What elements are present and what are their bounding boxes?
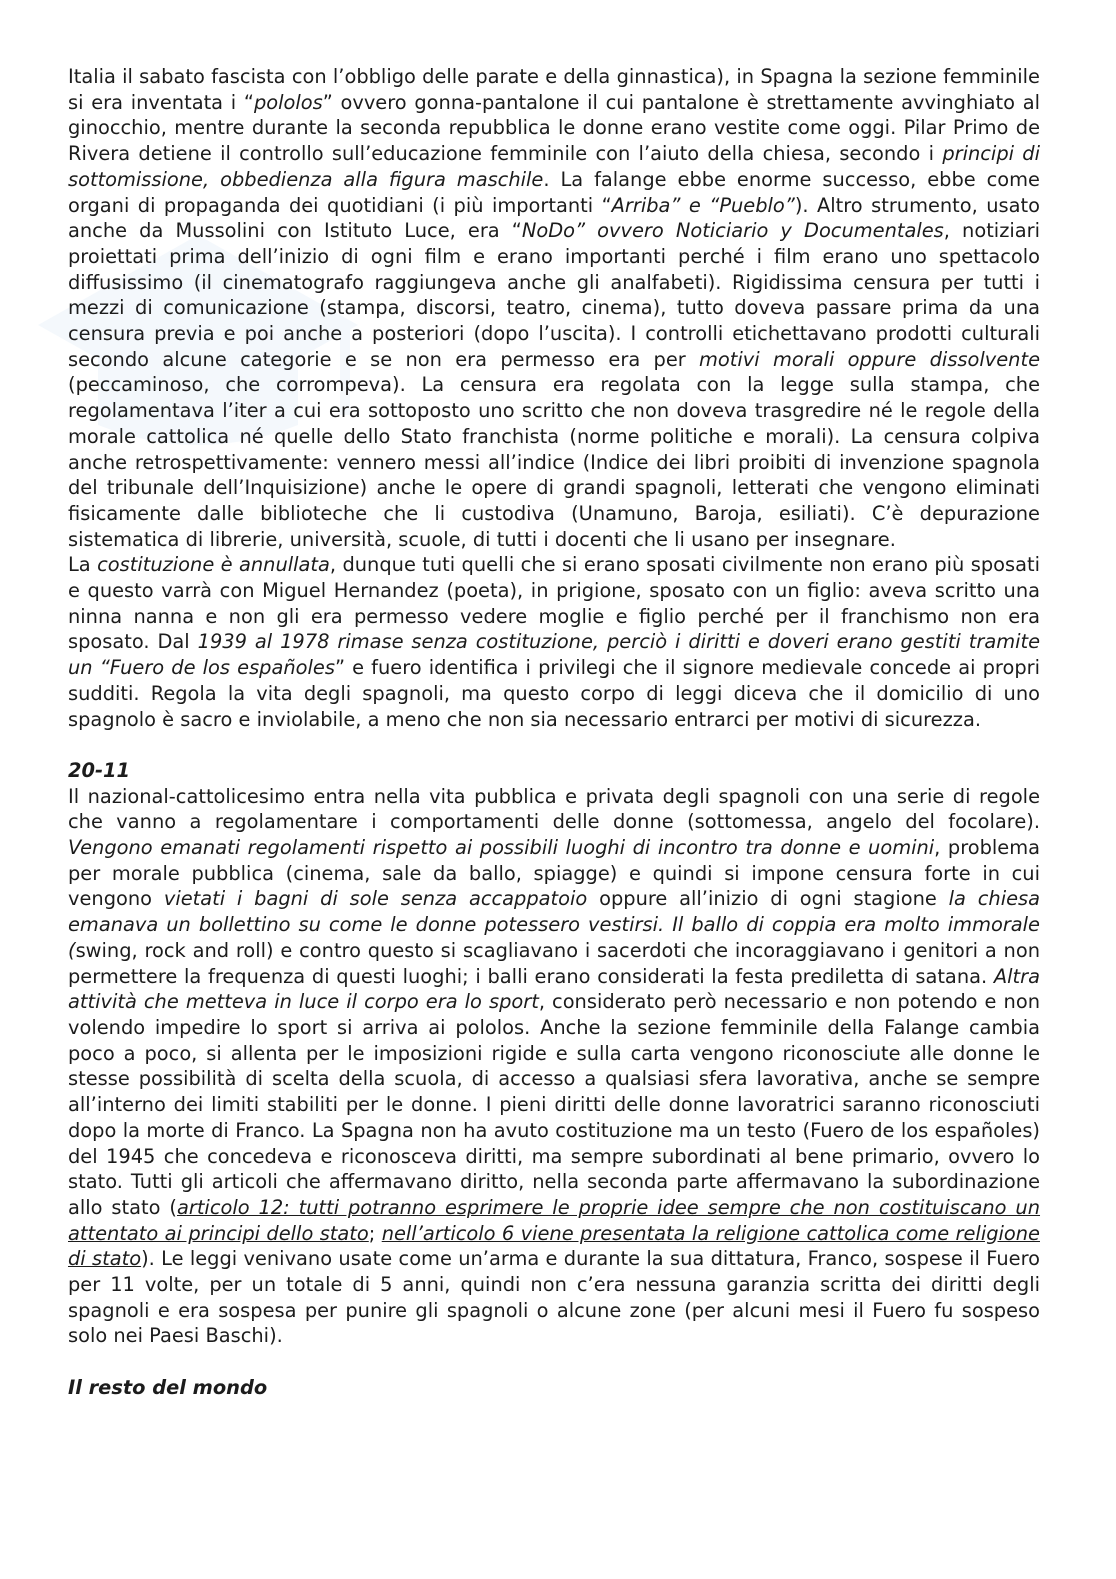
- section-heading-date: 20-11: [68, 758, 131, 782]
- section-heading-rest-of-world: Il resto del mondo: [68, 1375, 268, 1399]
- paragraph-constitution: La costituzione è annullata, dunque tuti quelli che si erano sposati civilmente non erano più sposati e questo varrà con Miguel Hernandez (poeta), in prigione, sposato con un figlio: aveva scritto una ninna nanna e non gli era permesso vedere moglie e figlio perché per il franchismo non era sposato. Dal 1939 al 1978 rimase senza costituzione, perciò i diritti e doveri erano gestiti tramite un “Fuero de los españoles” e fuero identifica i privilegi che il signore medievale concede ai propri sudditi. Regola la vita degli spagnoli, ma questo corpo di leggi diceva che il domicilio di uno spagnolo è sacro e inviolabile, a meno che non sia necessario entrarci per motivi di sicurezza.: [68, 553, 1041, 731]
- document-page: [68, 64, 1040, 1401]
- article-6-quote: nell’articolo 6 viene presentata la religione cattolica come religione di stato: [68, 1221, 1040, 1271]
- paragraph-censorship: Italia il sabato fascista con l’obbligo delle parate e della ginnastica), in Spagna la sezione femminile si era inventata i “pololos” ovvero gonna-pantalone il cui pantalone è strettamente avvinghiato al ginocchio, mentre durante la seconda repubblica le donne erano vestite come oggi. Pilar Primo de Rivera detiene il controllo sull’educazione femminile con l’aiuto della chiesa, secondo i principi di sottomissione, obbedienza alla figura maschile. La falange ebbe enorme successo, ebbe come organi di propaganda dei quotidiani (i più importanti “Arriba” e “Pueblo”). Altro strumento, usato anche da Mussolini con Istituto Luce, era “NoDo” ovvero Noticiario y Documentales, notiziari proiettati prima dell’inizio di ogni film e erano importanti perché i film erano uno spettacolo diffusissimo (il cinematografo raggiungeva anche gli analfabeti). Rigidissima censura per tutti i mezzi di comunicazione (stampa, discorsi, teatro, cinema), tutto doveva passare prima da una censura previa e poi anche a posteriori (dopo l’uscita). I controlli etichettavano prodotti culturali secondo alcune categorie e se non era permesso era per motivi morali oppure dissolvente (peccaminoso, che corrompeva). La censura era regolata con la legge sulla stampa, che regolamentava l’iter a cui era sottoposto uno scritto che non doveva trasgredire né le regole della morale cattolica né quelle dello Stato franchista (norme politiche e morali). La censura colpiva anche retrospettivamente: vennero messi all’indice (Indice dei libri proibiti di invenzione spagnola del tribunale dell’Inquisizione) anche le opere di grandi spagnoli, letterati che vengono eliminati fisicamente dalle biblioteche che li custodiva (Unamuno, Baroja, esiliati). C’è depurazione sistematica di librerie, università, scuole, di tutti i docenti che li usano per insegnare.: [68, 65, 1041, 551]
- article-12-quote: articolo 12: tutti potranno esprimere le proprie idee sempre che non costituiscano un attentato ai principi dello stato: [68, 1195, 1041, 1245]
- paragraph-national-catholicism: Il nazional-cattolicesimo entra nella vita pubblica e privata degli spagnoli con una serie di regole che vanno a regolamentare i comportamenti delle donne (sottomessa, angelo del focolare). Vengono emanati regolamenti rispetto ai possibili luoghi di incontro tra donne e uomini, problema per morale pubblica (cinema, sale da ballo, spiagge) e quindi si impone censura forte in cui vengono vietati i bagni di sole senza accappatoio oppure all’inizio di ogni stagione la chiesa emanava un bollettino su come le donne potessero vestirsi. Il ballo di coppia era molto immorale (swing, rock and roll) e contro questo si scagliavano i sacerdoti che incoraggiavano i genitori a non permettere la frequenza di questi luoghi; i balli erano considerati la festa prediletta di satana. Altra attività che metteva in luce il corpo era lo sport, considerato però necessario e non potendo e non volendo impedire lo sport si arriva ai pololos. Anche la sezione femminile della Falange cambia poco a poco, si allenta per le imposizioni rigide e sulla carta vengono riconosciute alle donne le stesse possibilità di scelta della scuola, di accesso a qualsiasi sfera lavorativa, anche se sempre all’interno dei limiti stabiliti per le donne. I pieni diritti delle donne lavoratrici saranno riconosciuti dopo la morte di Franco. La Spagna non ha avuto costituzione ma un testo (Fuero de los españoles) del 1945 che concedeva e riconosceva diritti, ma sempre subordinati al bene primario, ovvero lo stato. Tutti gli articoli che affermavano diritto, nella seconda parte affermavano la subordinazione allo stato (articolo 12: tutti potranno esprimere le proprie idee sempre che non costituiscano un attentato ai principi dello stato; nell’articolo 6 viene presentata la religione cattolica come religione di stato). Le leggi venivano usate come un’arma e durante la sua dittatura, Franco, sospese il Fuero per 11 volte, per un totale di 5 anni, quindi non c’era nessuna garanzia scritta dei diritti degli spagnoli e era sospesa per punire gli spagnoli o alcune zone (per alcuni mesi il Fuero fu sospeso solo nei Paesi Baschi).: [68, 784, 1041, 1348]
